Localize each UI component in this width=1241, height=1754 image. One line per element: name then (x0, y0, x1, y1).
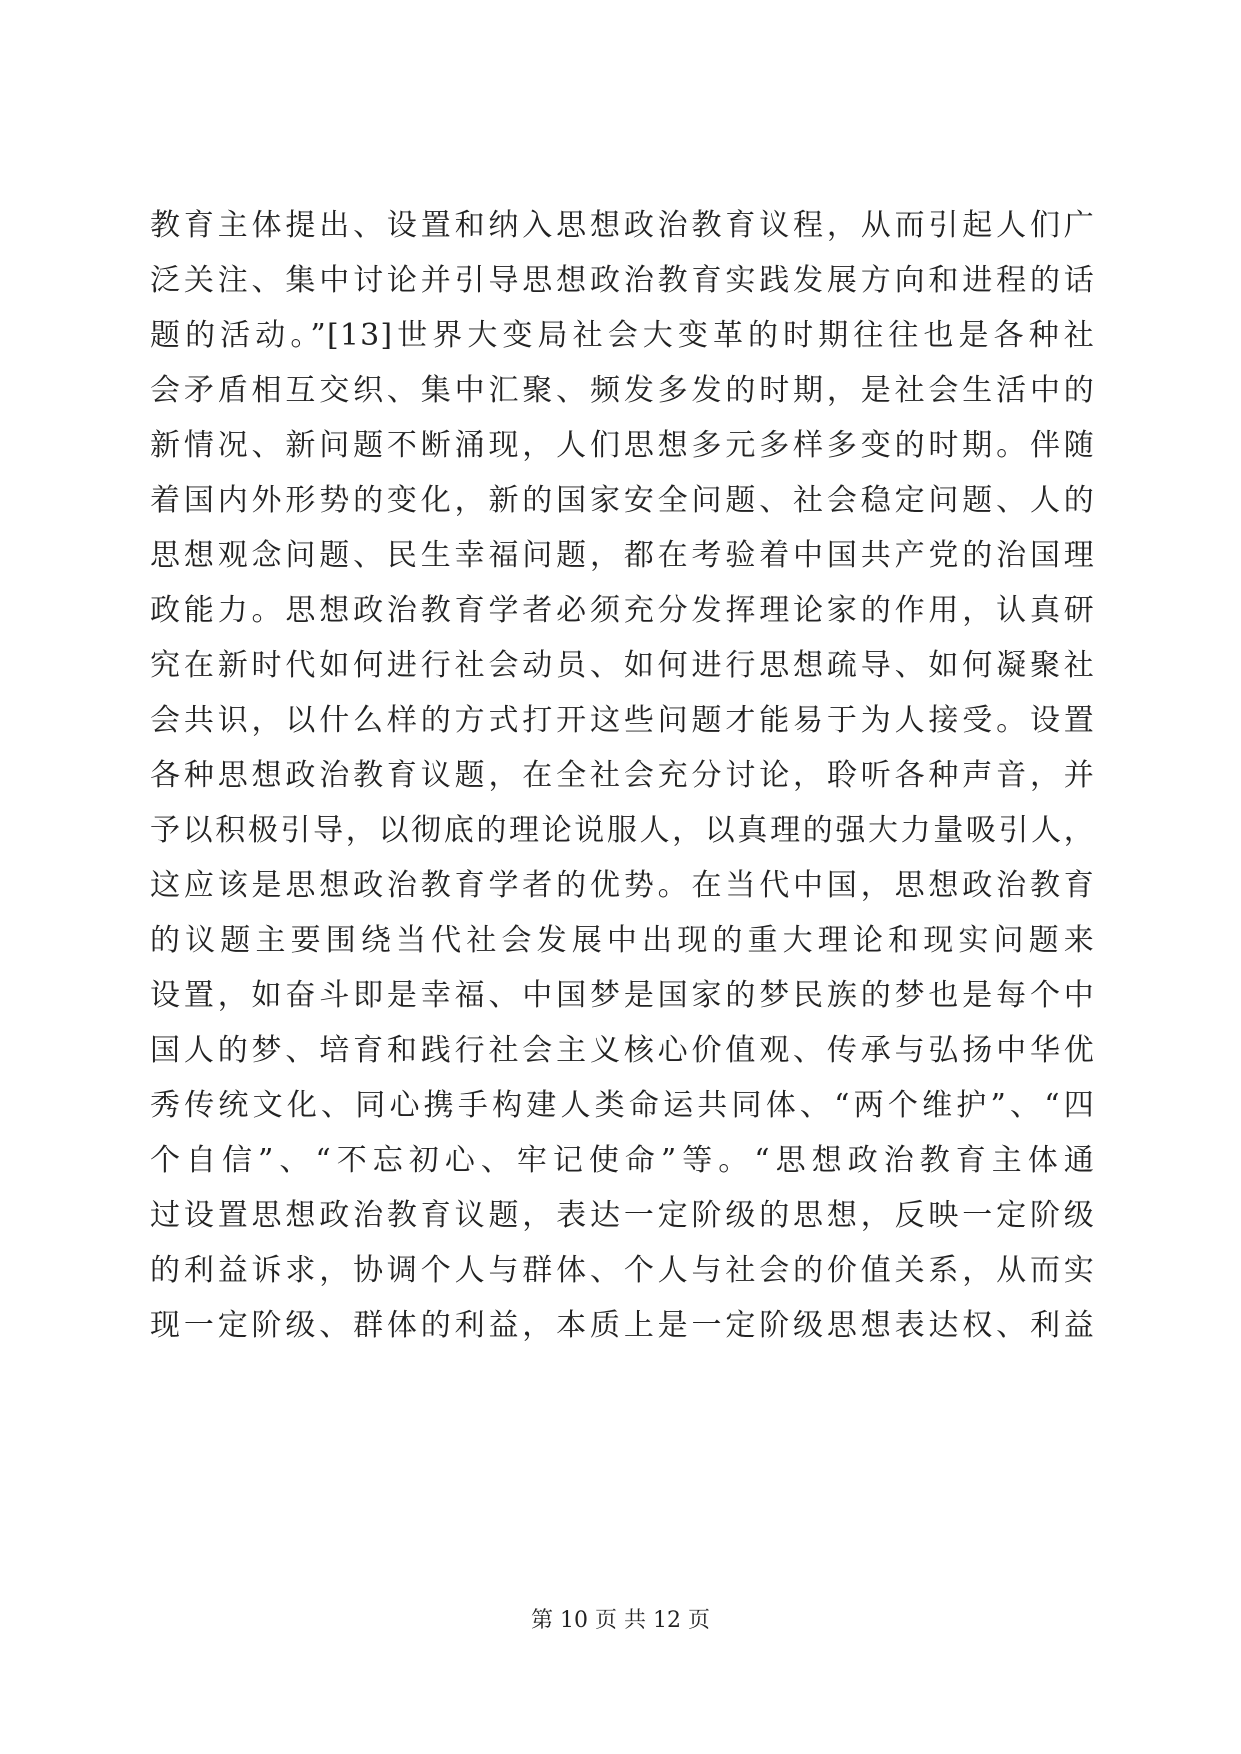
text-line: 设置，如奋斗即是幸福、中国梦是国家的梦民族的梦也是每个中 (150, 978, 1095, 1013)
text-line: 会矛盾相互交织、集中汇聚、频发多发的时期，是社会生活中的 (150, 373, 1095, 408)
text-line: 秀传统文化、同心携手构建人类命运共同体、“两个维护”、“四 (150, 1088, 1095, 1123)
text-line: 泛关注、集中讨论并引导思想政治教育实践发展方向和进程的话 (150, 263, 1095, 298)
text-line: 题的活动。”[13]世界大变局社会大变革的时期往往也是各种社 (150, 318, 1095, 353)
text-line: 会共识，以什么样的方式打开这些问题才能易于为人接受。设置 (150, 703, 1095, 738)
text-line: 新情况、新问题不断涌现，人们思想多元多样多变的时期。伴随 (150, 428, 1095, 463)
text-line: 的议题主要围绕当代社会发展中出现的重大理论和现实问题来 (150, 923, 1095, 958)
text-line: 过设置思想政治教育议题，表达一定阶级的思想，反映一定阶级 (150, 1198, 1095, 1233)
text-line: 的利益诉求，协调个人与群体、个人与社会的价值关系，从而实 (150, 1253, 1095, 1288)
text-line: 这应该是思想政治教育学者的优势。在当代中国，思想政治教育 (150, 868, 1095, 903)
text-line: 予以积极引导，以彻底的理论说服人，以真理的强大力量吸引人， (150, 813, 1095, 848)
text-line: 国人的梦、培育和践行社会主义核心价值观、传承与弘扬中华优 (150, 1033, 1095, 1068)
text-line: 究在新时代如何进行社会动员、如何进行思想疏导、如何凝聚社 (150, 648, 1095, 683)
text-line: 各种思想政治教育议题，在全社会充分讨论，聆听各种声音，并 (150, 758, 1095, 793)
page-footer: 第 10 页 共 12 页 (531, 1608, 710, 1633)
text-line: 现一定阶级、群体的利益，本质上是一定阶级思想表达权、利益 (150, 1308, 1095, 1343)
text-line: 思想观念问题、民生幸福问题，都在考验着中国共产党的治国理 (150, 538, 1095, 573)
text-line: 政能力。思想政治教育学者必须充分发挥理论家的作用，认真研 (150, 593, 1095, 628)
body-text (150, 198, 1095, 1353)
text-line: 着国内外形势的变化，新的国家安全问题、社会稳定问题、人的 (150, 483, 1095, 518)
text-line: 教育主体提出、设置和纳入思想政治教育议程，从而引起人们广 (150, 208, 1095, 243)
text-line: 个自信”、“不忘初心、牢记使命”等。“思想政治教育主体通 (150, 1143, 1095, 1178)
